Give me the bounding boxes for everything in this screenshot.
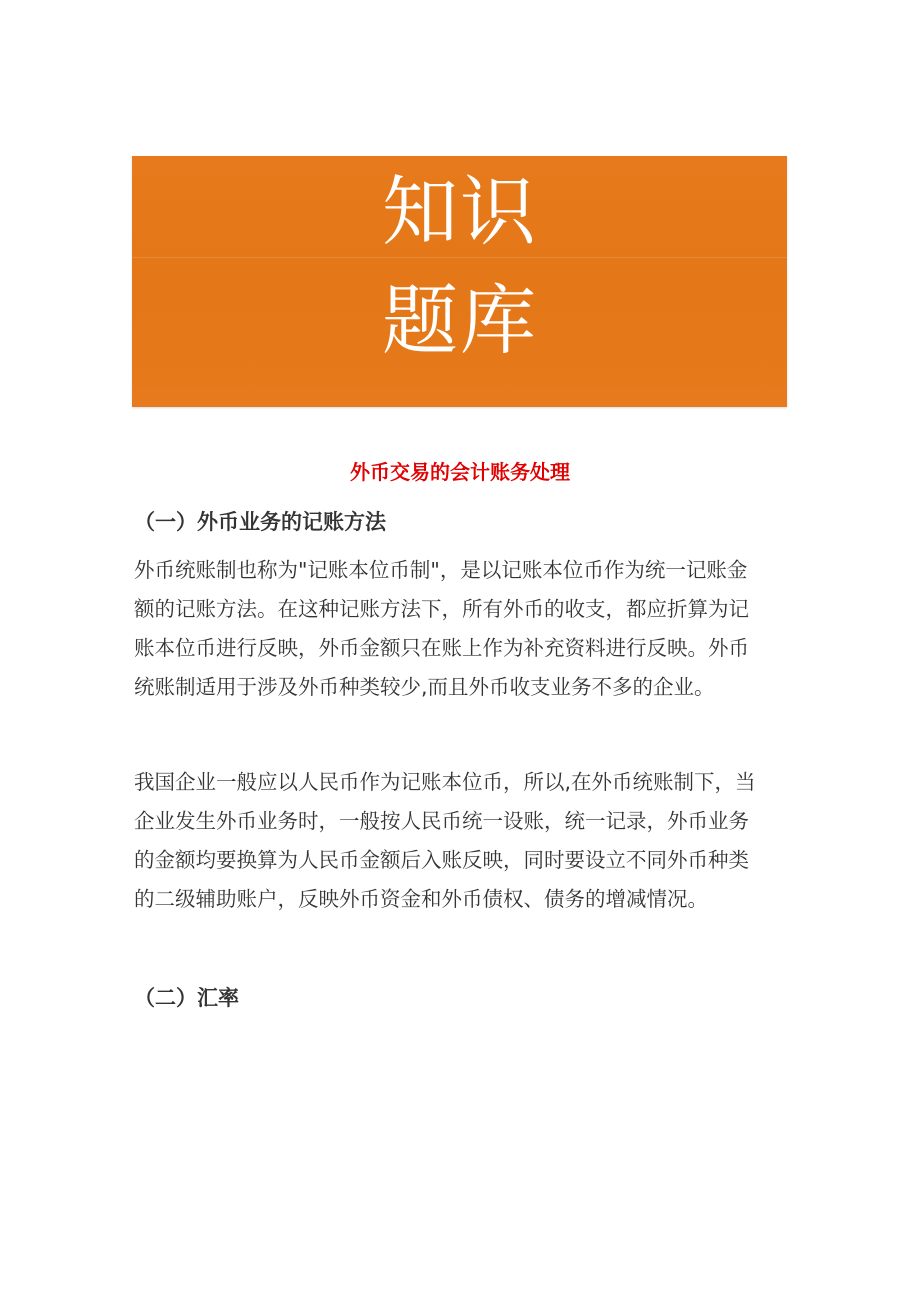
paragraph-line: 外币统账制也称为"记账本位币制"，是以记账本位币作为统一记账金 <box>134 558 748 582</box>
banner-line-2: 题库 <box>382 276 538 365</box>
paragraph-line: 我国企业一般应以人民币作为记账本位币，所以,在外币统账制下，当 <box>134 770 756 794</box>
paragraph-2 <box>134 763 794 919</box>
section-heading-1: （一）外币业务的记账方法 <box>134 510 386 534</box>
section-heading-2: （二）汇率 <box>134 986 239 1010</box>
paragraph-line: 的二级辅助账户，反映外币资金和外币债权、债务的增减情况。 <box>134 887 708 911</box>
paragraph-line: 企业发生外币业务时，一般按人民币统一设账，统一记录，外币业务 <box>134 809 749 833</box>
paragraph-line: 的金额均要换算为人民币金额后入账反映，同时要设立不同外币种类 <box>134 848 749 872</box>
paragraph-line: 额的记账方法。在这种记账方法下，所有外币的收支，都应折算为记 <box>134 597 749 621</box>
paragraph-line: 账本位币进行反映，外币金额只在账上作为补充资料进行反映。外币 <box>134 636 749 660</box>
banner-divider <box>132 257 787 258</box>
paragraph-line: 统账制适用于涉及外币种类较少,而且外币收支业务不多的企业。 <box>134 675 715 699</box>
banner-line-1: 知识 <box>382 167 538 256</box>
paragraph-1 <box>134 551 794 707</box>
document-title: 外币交易的会计账务处理 <box>350 460 570 484</box>
